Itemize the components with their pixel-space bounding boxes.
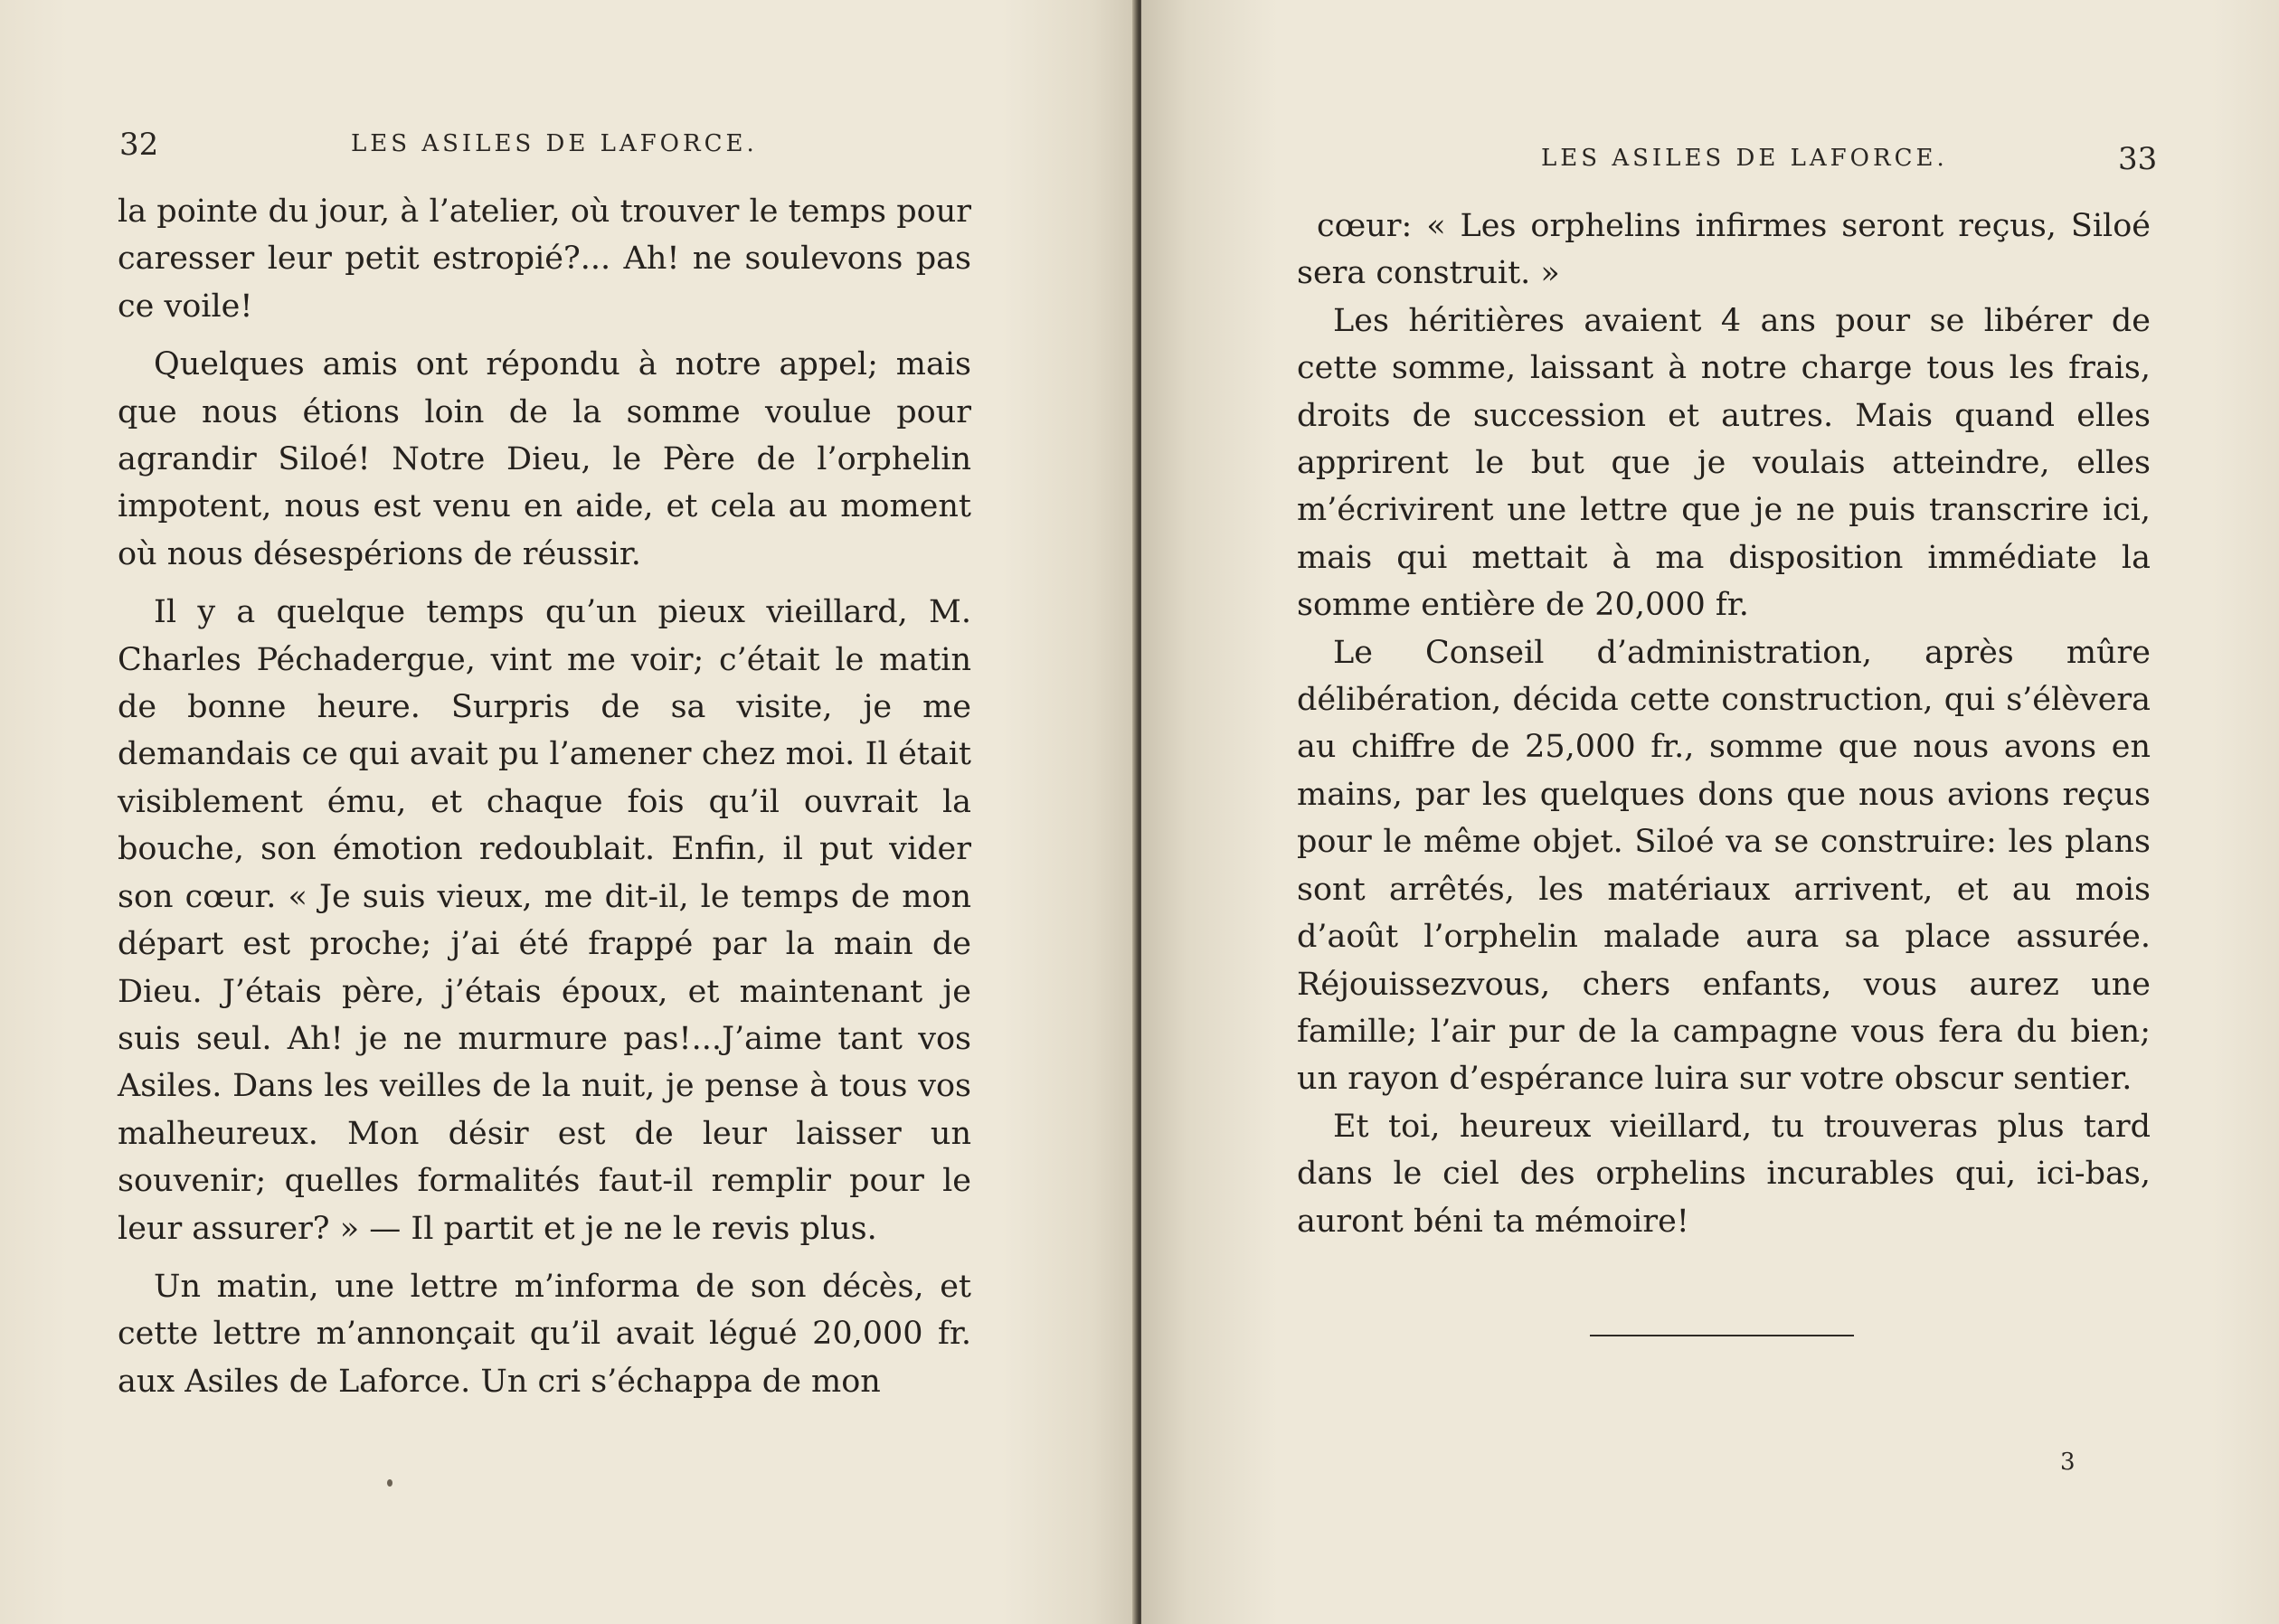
left-running-header: LES ASILES DE LAFORCE. bbox=[351, 130, 758, 157]
right-paragraph-1: cœur: « Les orphelins infirmes seront reçus, Siloé sera construit. » bbox=[1297, 208, 2151, 292]
left-page-number: 32 bbox=[119, 127, 159, 163]
right-paragraph-4: Et toi, heureux vieillard, tu trouveras plus tard dans le ciel des orphelins incurables qui, ici-bas, auront béni ta mémoire! bbox=[1297, 1108, 2151, 1240]
right-page bbox=[1141, 0, 2279, 1624]
left-paragraph-4: Un matin, une lettre m’informa de son décès, et cette lettre m’annonçait qu’il avait légué 20,000 fr. aux Asiles de Laforce. Un cri s’échappa de mon bbox=[118, 1268, 971, 1400]
left-page bbox=[0, 0, 1138, 1624]
left-paragraph-1: la pointe du jour, à l’atelier, où trouver le temps pour caresser leur petit estropié?... Ah! ne soulevons pas ce voile! bbox=[118, 194, 971, 325]
right-running-header: LES ASILES DE LAFORCE. bbox=[1541, 145, 1948, 172]
left-paragraph-3: Il y a quelque temps qu’un pieux vieillard, M. Charles Péchadergue, vint me voir; c’était le matin de bonne heure. Surpris de sa visite, je me demandais ce qui avait pu l’amener chez moi. Il était visiblement ému, et chaque fois qu’il ouvrait la bouche, son émotion redoublait. Enfin, il put vider son cœur. « Je suis vieux, me dit-il, le temps de mon départ est proche; j’ai été frappé par la main de Dieu. J’étais père, j’étais époux, et maintenant je suis seul. Ah! je ne murmure pas!...J’aime tant vos Asiles. Dans les veilles de la nuit, je pense à tous vos malheureux. Mon désir est de leur laisser un souvenir; quelles formalités faut-il remplir pour le leur assurer? » — Il partit et je ne le revis plus. bbox=[118, 594, 971, 1247]
left-paragraph-2: Quelques amis ont répondu à notre appel; mais que nous étions loin de la somme voulue pour agrandir Siloé! Notre Dieu, le Père de l’orphelin impotent, nous est venu en aide, et cela au moment où nous désespérions de réussir. bbox=[118, 346, 971, 572]
right-page-body bbox=[1297, 203, 2151, 1245]
right-paragraph-2: Les héritières avaient 4 ans pour se libérer de cette somme, laissant à notre charge tous les frais, droits de succession et autres. Mais quand elles apprirent le but que je voulais atteindre, elles m’écrivirent une lettre que je ne puis transcrire ici, mais qui mettait à ma disposition immédiate la somme entière de 20,000 fr. bbox=[1297, 302, 2151, 624]
signature-mark: 3 bbox=[2060, 1449, 2076, 1476]
end-rule bbox=[1590, 1335, 1854, 1336]
right-page-number: 33 bbox=[2118, 141, 2158, 177]
paper-speck bbox=[387, 1479, 392, 1487]
right-paragraph-3: Le Conseil d’administration, après mûre délibération, décida cette construction, qui s’élèvera au chiffre de 25,000 fr., somme que nous avons en mains, par les quelques dons que nous avions reçus pour le même objet. Siloé va se construire: les plans sont arrêtés, les matériaux arrivent, et au mois d’août l’orphelin malade aura sa place assurée. Réjouissezvous, chers enfants, vous aurez une famille; l’air pur de la campagne vous fera du bien; un rayon d’espérance luira sur votre obscur sentier. bbox=[1297, 634, 2151, 1098]
left-page-body bbox=[118, 188, 971, 1405]
